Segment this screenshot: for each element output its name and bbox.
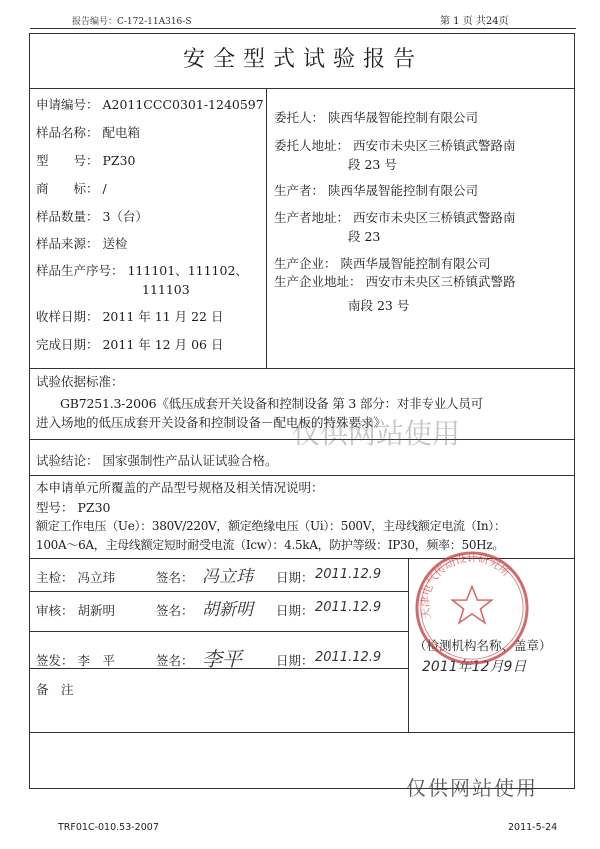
divider xyxy=(30,631,408,632)
divider xyxy=(30,88,574,89)
stamp-ring-text: 天津电气传动设计研究所 xyxy=(418,551,513,620)
divider xyxy=(30,475,574,476)
sample-quantity: 样品数量： 3（台） xyxy=(36,209,148,224)
footer-date: 2011-5-24 xyxy=(508,822,558,833)
standard-text-cont: 进入场地的低压成套开关设备和控制设备－配电板的特殊要求》 xyxy=(36,415,387,430)
reviewer: 审核： 胡新明 xyxy=(36,603,115,618)
sample-source: 样品来源： 送检 xyxy=(36,236,128,251)
date-label: 日期： xyxy=(276,653,314,668)
report-title: 安全型式试验报告 xyxy=(182,47,423,72)
test-conclusion: 试验结论： 国家强制性产品认证试验合格。 xyxy=(36,453,278,468)
divider xyxy=(30,368,574,369)
client: 委托人： 陕西华晟智能控制有限公司 xyxy=(274,110,478,125)
remarks-label: 备 注 xyxy=(36,682,74,697)
organization-stamp xyxy=(413,549,531,667)
divider xyxy=(30,732,574,733)
date-label: 日期： xyxy=(276,570,314,585)
header-rule xyxy=(30,28,576,29)
coverage-heading: 本申请单元所覆盖的产品型号规格及相关情况说明： xyxy=(36,480,324,495)
trademark: 商 标： / xyxy=(36,181,107,196)
received-date: 收样日期： 2011 年 11 月 22 日 xyxy=(36,309,224,324)
producer: 生产者： 陕西华晟智能控制有限公司 xyxy=(274,183,478,198)
manufacturer-address-cont: 南段 23 号 xyxy=(348,298,410,313)
divider xyxy=(30,668,408,669)
watermark-bottom: 仅供网站使用 xyxy=(406,776,538,800)
manufacturer-address: 生产企业地址： 西安市未央区三桥镇武警路 xyxy=(274,274,516,289)
rated-values-cont: 100A～6A，主母线额定短时耐受电流（Icw）：4.5kA，防护等级：IP30，频率：50Hz。 xyxy=(36,538,505,552)
completed-date: 完成日期： 2011 年 12 月 06 日 xyxy=(36,337,224,352)
form-code: TRF01C-010.53-2007 xyxy=(58,822,159,833)
serial-numbers-cont: 111103 xyxy=(142,282,190,297)
divider xyxy=(408,558,409,732)
reviewer-date: 2011.12.9 xyxy=(315,600,382,615)
date-label: 日期： xyxy=(276,603,314,618)
manufacturer: 生产企业： 陕西华晟智能控制有限公司 xyxy=(274,256,491,271)
signature-label: 签名： xyxy=(156,603,194,618)
standard-text: GB7251.3-2006《低压成套开关设备和控制设备 第 3 部分：对非专业人员可 xyxy=(60,396,483,411)
report-frame xyxy=(29,33,575,789)
signature-label: 签名： xyxy=(156,653,194,668)
serial-numbers: 样品生产序号： 111101、111102、 xyxy=(36,263,248,278)
rated-values: 额定工作电压（Ue）：380V/220V，额定绝缘电压（Ui）：500V，主母线额定电流（In）： xyxy=(36,519,506,533)
organization-note: （检测机构名称、盖章） xyxy=(414,638,552,653)
stamp-star-icon xyxy=(452,586,491,622)
standard-label: 试验依据标准： xyxy=(36,374,124,389)
main-inspector-date: 2011.12.9 xyxy=(315,567,382,582)
signature-label: 签名： xyxy=(156,570,194,585)
reviewer-signature: 胡新明 xyxy=(202,600,253,620)
producer-address-cont: 段 23 xyxy=(348,229,381,244)
issuer-date: 2011.12.9 xyxy=(315,650,382,665)
sample-name: 样品名称： 配电箱 xyxy=(36,125,140,140)
stamp-date: 2011年12月9日 xyxy=(422,659,527,675)
producer-address: 生产者地址： 西安市未央区三桥镇武警路南 xyxy=(274,210,516,225)
main-inspector: 主检： 冯立玮 xyxy=(36,570,115,585)
issuer-signature: 李平 xyxy=(202,647,242,671)
divider xyxy=(266,88,267,368)
client-address-cont: 段 23 号 xyxy=(348,157,397,172)
main-inspector-signature: 冯立玮 xyxy=(202,567,253,587)
application-number: 申请编号： A2011CCC0301-1240597 xyxy=(36,97,264,112)
report-number: 报告编号：C-172-11A316-S xyxy=(72,17,192,27)
issuer: 签发： 李 平 xyxy=(36,653,115,668)
client-address: 委托人地址： 西安市未央区三桥镇武警路南 xyxy=(274,138,516,153)
svg-text:天津电气传动设计研究所 xyxy=(417,551,512,620)
divider xyxy=(30,591,408,592)
coverage-model: 型号： PZ30 xyxy=(36,500,111,515)
watermark-middle: 仅供网站使用 xyxy=(292,417,461,450)
page-info: 第 1 页 共24页 xyxy=(440,16,509,27)
model: 型 号： PZ30 xyxy=(36,153,136,168)
